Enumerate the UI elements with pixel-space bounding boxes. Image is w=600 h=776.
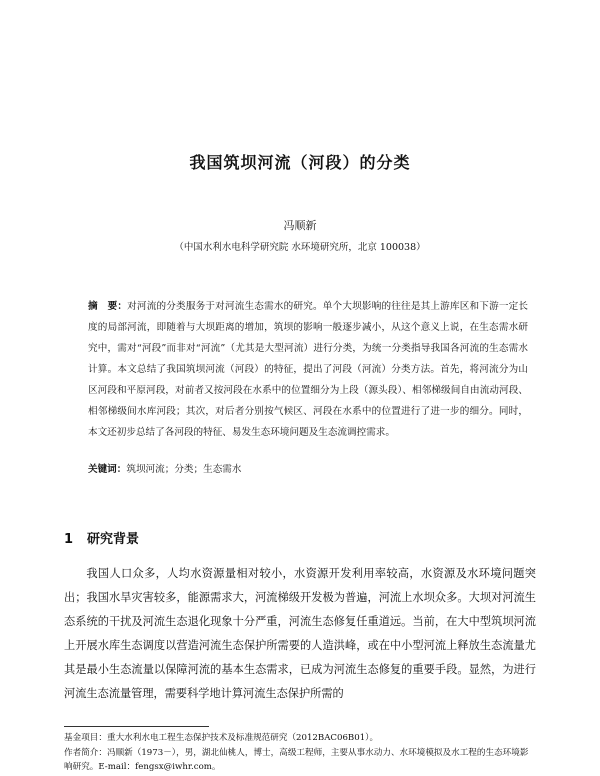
abstract-text: 对河流的分类服务于对河流生态需水的研究。单个大坝影响的往往是其上游库区和下游一定长度的局部河流，即随着与大坝距离的增加，筑坝的影响一般逐步减小，从这个意义上说，在生态需水研究中，需对“河段”而非对“河流”（尤其是大型河流）进行分类，为统一分类指导我国各河流的生态需水计算。本文总结了我国筑坝河流（河段）的特征，提出了河段（河流）分类方法。首先，将河流分为山区河段和平原河段，对前者又按河段在水系中的位置细分为上段（源头段）、相邻梯级间自由流动河段、相邻梯级间水库河段；其次，对后者分别按气候区、河段在水系中的位置进行了进一步的细分。同时，本文还初步总结了各河段的特征、易发生态环境问题及生态流调控需求。 bbox=[88, 301, 529, 438]
abstract bbox=[88, 296, 528, 443]
author-affiliation: （中国水利水电科学研究院 水环境研究所，北京 100038） bbox=[174, 242, 426, 253]
section-title: 研究背景 bbox=[87, 532, 140, 547]
section-number: 1 bbox=[64, 532, 74, 547]
keywords bbox=[88, 461, 528, 475]
paper-title: 我国筑坝河流（河段）的分类 bbox=[189, 153, 411, 172]
keywords-label: 关键词： bbox=[88, 464, 127, 475]
footnote-funding: 基金项目：重大水利水电工程生态保护技术及标准规范研究（2012BAC06B01）。 bbox=[64, 733, 379, 743]
author-name: 冯顺新 bbox=[283, 219, 317, 232]
body-paragraph: 我国人口众多，人均水资源量相对较小，水资源开发利用率较高，水资源及水环境问题突出；我国水旱灾害较多，能源需求大，河流梯级开发极为普遍，河流上水坝众多。大坝对河流生态系统的干扰及河流生态退化现象十分严重，河流生态修复任重道远。当前，在大中型筑坝河流上开展水库生态调度以营造河流生态保护所需要的人造洪峰，或在中小型河流上释放生态流量尤其是最小生态流量以保障河流的基本生态需求，已成为河流生态修复的重要手段。显然，为进行河流生态流量管理，需要科学地计算河流生态保护所需的 bbox=[64, 567, 536, 700]
footnote-divider bbox=[64, 726, 209, 727]
abstract-label: 摘 要： bbox=[88, 301, 128, 312]
section-heading bbox=[64, 528, 139, 547]
keywords-text: 筑坝河流；分类；生态需水 bbox=[126, 464, 242, 475]
footnotes bbox=[64, 731, 536, 775]
footnote-author-bio: 作者简介：冯顺新（1973－），男，湖北仙桃人，博士，高级工程师，主要从事水动力、水环境模拟及水工程的生态环境影响研究。E-mail：fengsx@iwhr.com。 bbox=[64, 747, 529, 772]
